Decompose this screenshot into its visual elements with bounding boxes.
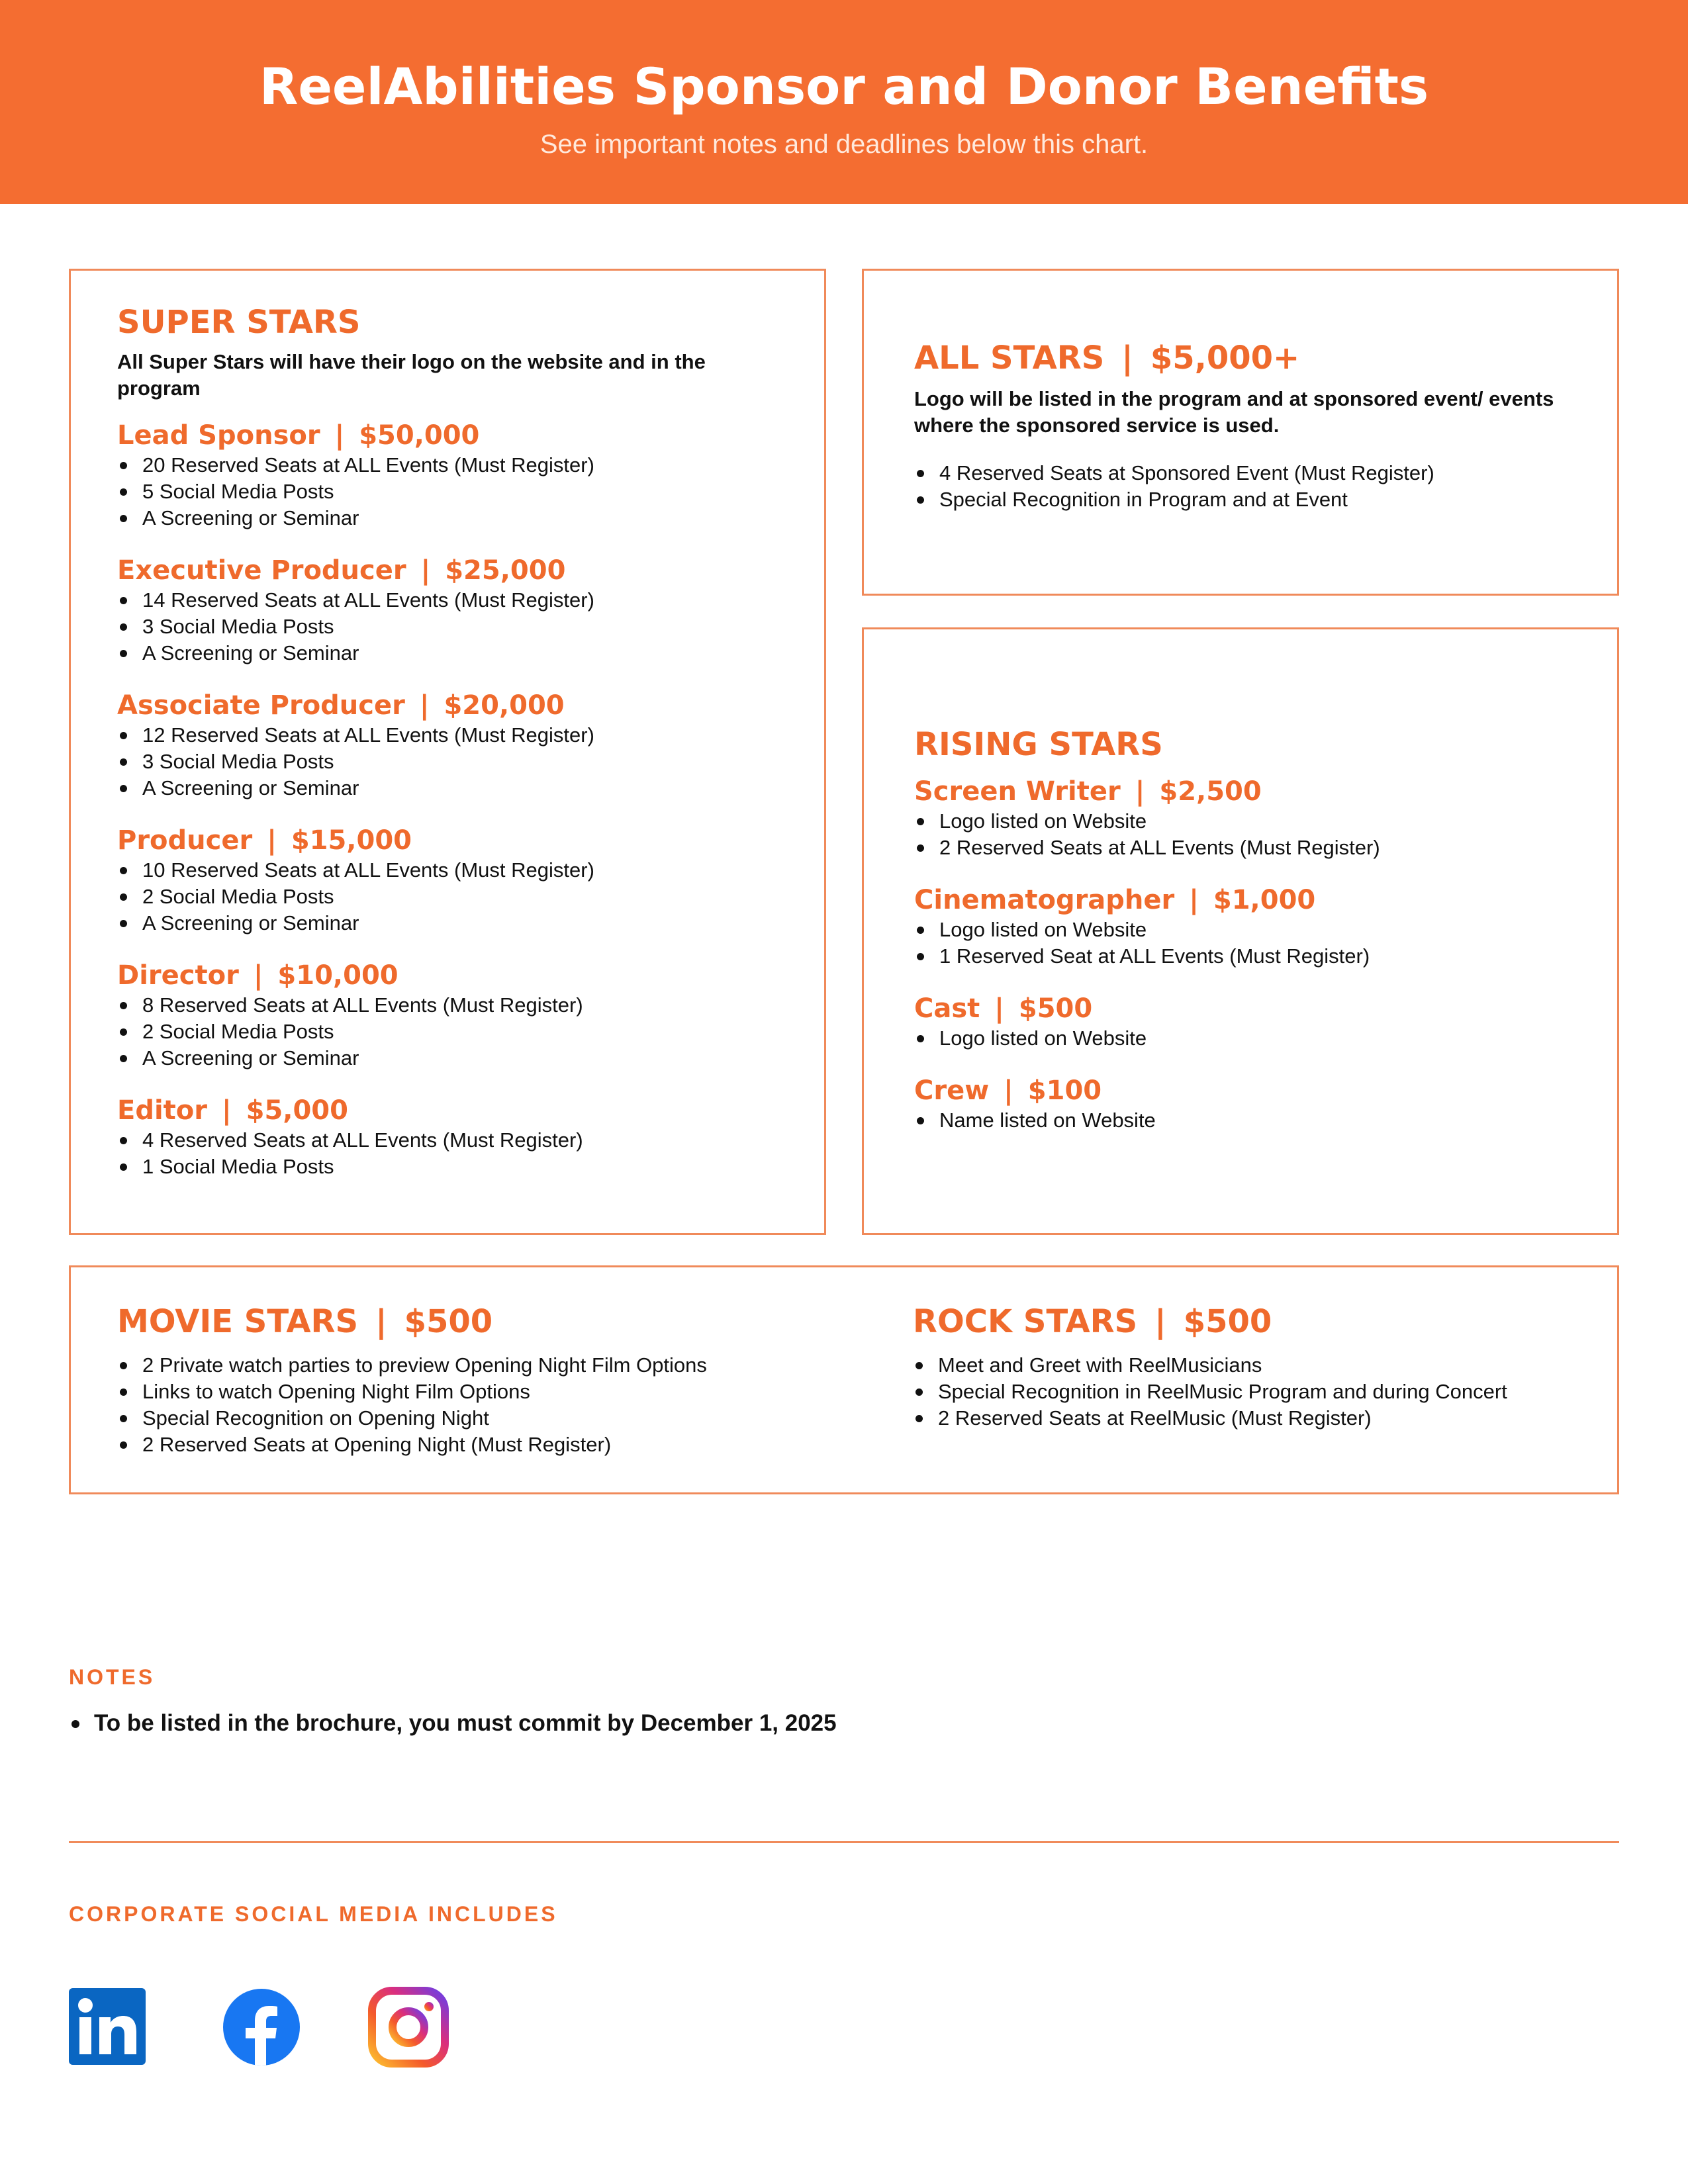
- linkedin-icon[interactable]: [69, 1988, 146, 2065]
- tier-name: Producer: [117, 825, 253, 856]
- tier-heading: [914, 885, 1577, 915]
- list-item: A Screening or Seminar: [117, 910, 780, 936]
- list-item: A Screening or Seminar: [117, 1045, 780, 1071]
- divider: [69, 1841, 1619, 1843]
- tier-price: $10,000: [277, 960, 399, 991]
- benefit-list: [913, 1352, 1615, 1432]
- page-title: ReelAbilities Sponsor and Donor Benefits: [259, 57, 1429, 116]
- tier-producer: [117, 825, 780, 936]
- benefit-list: [117, 587, 780, 666]
- benefit-list: [117, 722, 780, 801]
- list-item: 4 Reserved Seats at ALL Events (Must Register): [117, 1127, 780, 1154]
- list-item: 2 Social Media Posts: [117, 884, 780, 910]
- benefit-list: [117, 1127, 780, 1180]
- list-item: Name listed on Website: [914, 1107, 1577, 1134]
- separator: |: [419, 690, 430, 721]
- page-subtitle: See important notes and deadlines below this chart.: [539, 130, 1149, 159]
- rock-stars-title: ROCK STARS: [913, 1303, 1138, 1340]
- tier-heading: [117, 555, 780, 586]
- all-stars-price: $5,000+: [1150, 340, 1300, 377]
- list-item: 10 Reserved Seats at ALL Events (Must Register): [117, 857, 780, 884]
- list-item: 8 Reserved Seats at ALL Events (Must Register): [117, 992, 780, 1019]
- tier-heading: [117, 960, 780, 991]
- benefit-list: [117, 452, 780, 531]
- tier-price: $50,000: [359, 420, 480, 451]
- tier-heading: [914, 776, 1577, 807]
- list-item: 3 Social Media Posts: [117, 749, 780, 775]
- all-stars-box: [862, 269, 1619, 596]
- tier-name: Associate Producer: [117, 690, 405, 721]
- tier-crew: [914, 1075, 1577, 1134]
- list-item: 1 Reserved Seat at ALL Events (Must Register): [914, 943, 1577, 970]
- list-item: Special Recognition on Opening Night: [117, 1405, 845, 1432]
- list-item: 2 Social Media Posts: [117, 1019, 780, 1045]
- separator: |: [420, 555, 431, 586]
- separator: |: [253, 960, 263, 991]
- all-stars-heading: [914, 340, 1558, 377]
- list-item: 3 Social Media Posts: [117, 614, 780, 640]
- tier-name: Crew: [914, 1075, 990, 1106]
- rock-stars-section: [913, 1303, 1615, 1432]
- tier-price: $2,500: [1159, 776, 1262, 807]
- header-banner: [0, 0, 1688, 204]
- tier-cast: [914, 993, 1577, 1052]
- tier-price: $20,000: [444, 690, 565, 721]
- list-item: 2 Reserved Seats at ReelMusic (Must Register): [913, 1405, 1615, 1432]
- tier-heading: [117, 420, 780, 451]
- separator: |: [1189, 885, 1199, 915]
- list-item: Links to watch Opening Night Film Options: [117, 1379, 845, 1405]
- separator: |: [1004, 1075, 1013, 1106]
- list-item: Logo listed on Website: [914, 1025, 1577, 1052]
- benefit-list: [914, 917, 1577, 970]
- list-item: 20 Reserved Seats at ALL Events (Must Register): [117, 452, 780, 478]
- tier-editor: [117, 1095, 780, 1180]
- tier-screen-writer: [914, 776, 1577, 861]
- list-item: A Screening or Seminar: [117, 775, 780, 801]
- all-stars-title: ALL STARS: [914, 340, 1105, 377]
- movie-stars-title: MOVIE STARS: [117, 1303, 359, 1340]
- tier-heading: [117, 825, 780, 856]
- tier-associate-producer: [117, 690, 780, 801]
- rock-stars-heading: [913, 1303, 1615, 1340]
- tier-price: $100: [1027, 1075, 1102, 1106]
- movie-stars-heading: [117, 1303, 845, 1340]
- all-stars-description: Logo will be listed in the program and at sponsored event/ events where the sponsored service is used.: [914, 387, 1554, 437]
- rising-stars-box: [862, 627, 1619, 1235]
- tier-cinematographer: [914, 885, 1577, 970]
- list-item: 2 Reserved Seats at ALL Events (Must Register): [914, 835, 1577, 861]
- rising-stars-title: RISING STARS: [914, 726, 1163, 763]
- list-item: 2 Private watch parties to preview Opening Night Film Options: [117, 1352, 845, 1379]
- list-item: Logo listed on Website: [914, 917, 1577, 943]
- tier-price: $1,000: [1213, 885, 1316, 915]
- benefit-list: [914, 808, 1577, 861]
- tier-heading: [914, 1075, 1577, 1106]
- list-item: 2 Reserved Seats at Opening Night (Must Register): [117, 1432, 845, 1458]
- tier-price: $5,000: [246, 1095, 348, 1126]
- super-stars-description: All Super Stars will have their logo on the website and in the program: [117, 350, 706, 400]
- benefit-list: [914, 460, 1558, 513]
- tier-name: Lead Sponsor: [117, 420, 320, 451]
- list-item: 5 Social Media Posts: [117, 478, 780, 505]
- social-media-title: CORPORATE SOCIAL MEDIA INCLUDES: [69, 1902, 558, 1926]
- separator: |: [267, 825, 277, 856]
- tier-price: $15,000: [291, 825, 412, 856]
- tier-director: [117, 960, 780, 1071]
- tier-heading: [117, 690, 780, 721]
- list-item: Meet and Greet with ReelMusicians: [913, 1352, 1615, 1379]
- benefit-list: [914, 1107, 1577, 1134]
- rock-stars-price: $500: [1183, 1303, 1272, 1340]
- separator: |: [1121, 340, 1133, 377]
- list-item: Special Recognition in Program and at Event: [914, 486, 1558, 513]
- super-stars-box: [69, 269, 826, 1235]
- separator: |: [1154, 1303, 1166, 1340]
- tier-heading: [117, 1095, 780, 1126]
- list-item: Special Recognition in ReelMusic Program and during Concert: [913, 1379, 1615, 1405]
- benefit-list: [117, 857, 780, 936]
- super-stars-title: SUPER STARS: [117, 304, 361, 341]
- tier-lead-sponsor: [117, 420, 780, 531]
- list-item: 12 Reserved Seats at ALL Events (Must Register): [117, 722, 780, 749]
- list-item: 1 Social Media Posts: [117, 1154, 780, 1180]
- movie-rock-stars-box: [69, 1265, 1619, 1494]
- separator: |: [994, 993, 1004, 1024]
- movie-stars-price: $500: [404, 1303, 493, 1340]
- notes-title: NOTES: [69, 1665, 156, 1689]
- instagram-icon[interactable]: [368, 1987, 449, 2068]
- list-item: 14 Reserved Seats at ALL Events (Must Register): [117, 587, 780, 614]
- movie-stars-section: [117, 1303, 845, 1458]
- tier-name: Director: [117, 960, 239, 991]
- tier-name: Screen Writer: [914, 776, 1121, 807]
- tier-price: $25,000: [445, 555, 566, 586]
- separator: |: [334, 420, 345, 451]
- separator: |: [375, 1303, 387, 1340]
- tier-executive-producer: [117, 555, 780, 666]
- tier-heading: [914, 993, 1577, 1024]
- tier-name: Editor: [117, 1095, 207, 1126]
- list-item: Logo listed on Website: [914, 808, 1577, 835]
- list-item: A Screening or Seminar: [117, 640, 780, 666]
- notes-item: To be listed in the brochure, you must commit by December 1, 2025: [69, 1710, 837, 1737]
- separator: |: [222, 1095, 232, 1126]
- tier-name: Cast: [914, 993, 980, 1024]
- tier-name: Executive Producer: [117, 555, 406, 586]
- benefit-list: [117, 992, 780, 1071]
- benefit-list: [117, 1352, 845, 1458]
- list-item: 4 Reserved Seats at Sponsored Event (Must Register): [914, 460, 1558, 486]
- facebook-icon[interactable]: [222, 1988, 301, 2066]
- list-item: A Screening or Seminar: [117, 505, 780, 531]
- benefit-list: [914, 1025, 1577, 1052]
- tier-name: Cinematographer: [914, 885, 1175, 915]
- tier-price: $500: [1018, 993, 1093, 1024]
- separator: |: [1135, 776, 1145, 807]
